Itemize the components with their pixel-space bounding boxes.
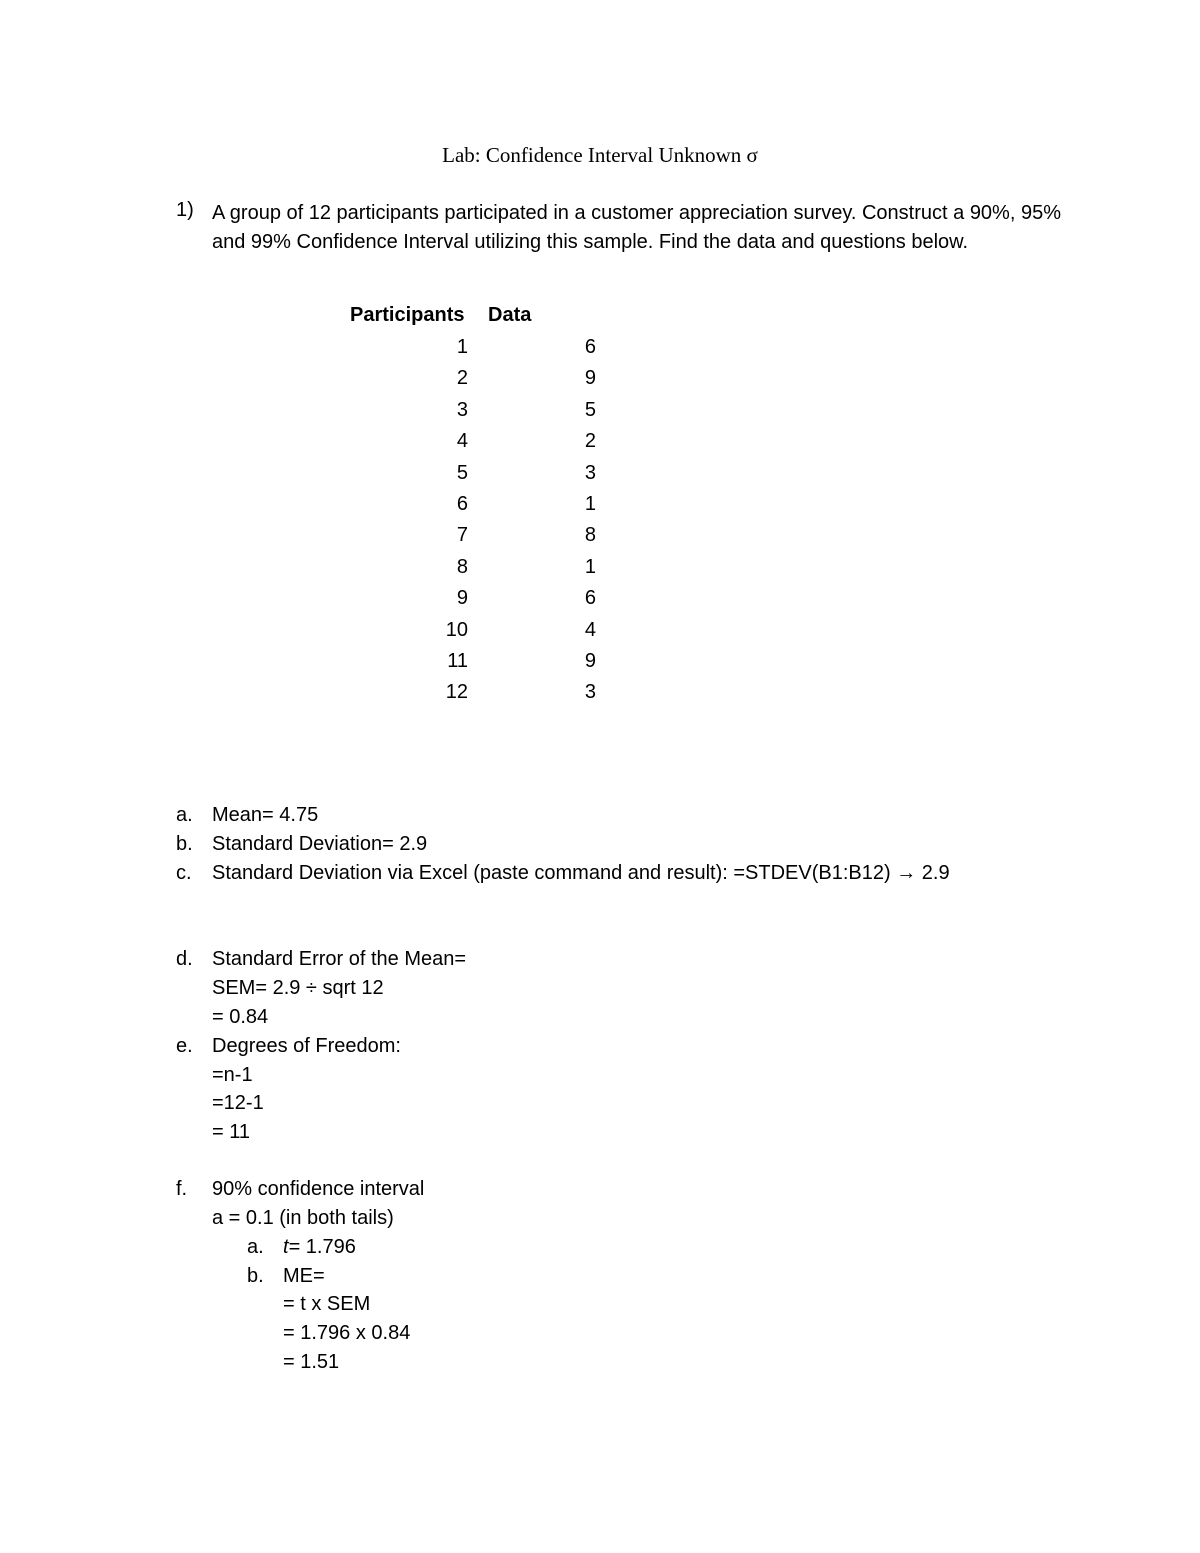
answer-a-mean: Mean= 4.75 xyxy=(212,804,319,826)
table-cell-data: 9 xyxy=(584,650,596,672)
header-data: Data xyxy=(488,304,532,326)
answer-f-sub-b-line-4: = 1.51 xyxy=(283,1351,340,1373)
table-cell-data: 6 xyxy=(584,336,596,358)
table-cell-participant: 1 xyxy=(456,336,468,358)
table-cell-participant: 2 xyxy=(456,367,468,390)
answer-e-line-3: =12-1 xyxy=(212,1092,264,1114)
table-cell-participant: 5 xyxy=(456,461,468,484)
table-cell-data: 4 xyxy=(584,618,596,641)
table-cell-data: 1 xyxy=(584,493,596,515)
answer-c-excel xyxy=(212,862,950,885)
answer-e-line-4: = 11 xyxy=(212,1121,250,1143)
table-cell-participant: 10 xyxy=(445,618,468,641)
table-cell-participant: 12 xyxy=(445,681,468,704)
header-participants: Participants xyxy=(350,304,465,326)
answer-f-label: f. xyxy=(176,1178,188,1200)
table-cell-participant: 9 xyxy=(456,587,468,610)
table-cell-data: 8 xyxy=(584,524,596,547)
table-cell-participant: 8 xyxy=(456,555,468,578)
table-cell-data: 5 xyxy=(584,398,596,421)
answer-f-sub-b-line-1: ME= xyxy=(283,1265,325,1287)
answer-c-text: Standard Deviation via Excel (paste command and result): =STDEV(B1:B12) xyxy=(212,862,891,884)
arrow-right-icon: → xyxy=(896,862,917,884)
answer-d-line-1: Standard Error of the Mean= xyxy=(212,948,467,970)
t-symbol: t xyxy=(283,1236,289,1258)
answer-f-sub-a-t-value xyxy=(283,1236,356,1259)
table-cell-participant: 4 xyxy=(456,430,468,453)
answer-f-line-2: a = 0.1 (in both tails) xyxy=(212,1207,394,1229)
table-cell-data: 3 xyxy=(584,461,596,484)
document-title: Lab: Confidence Interval Unknown σ xyxy=(442,143,758,167)
answer-c-result: 2.9 xyxy=(921,862,950,884)
table-cell-participant: 11 xyxy=(447,650,468,672)
answer-f-sub-b-label: b. xyxy=(247,1265,264,1287)
answer-f-sub-b-line-2: = t x SEM xyxy=(283,1293,371,1315)
answer-a-label: a. xyxy=(176,804,193,826)
table-cell-participant: 7 xyxy=(456,524,468,547)
answer-d-line-3: = 0.84 xyxy=(212,1006,269,1028)
table-cell-data: 6 xyxy=(584,587,596,610)
table-cell-participant: 3 xyxy=(456,398,468,421)
answer-f-sub-b-line-3: = 1.796 x 0.84 xyxy=(283,1322,411,1344)
t-value: = 1.796 xyxy=(288,1236,356,1258)
answer-f-line-1: 90% confidence interval xyxy=(212,1178,425,1200)
table-cell-data: 3 xyxy=(584,681,596,704)
answer-c-label: c. xyxy=(176,862,192,884)
answer-b-std-dev: Standard Deviation= 2.9 xyxy=(212,833,428,855)
answer-d-line-2: SEM= 2.9 ÷ sqrt 12 xyxy=(212,977,384,999)
answer-e-line-2: =n-1 xyxy=(212,1064,253,1086)
answer-b-label: b. xyxy=(176,833,193,855)
question-text: A group of 12 participants participated in a customer appreciation survey. Construct a 90%, 95% and 99% Confidence Interval utilizing this sample. Find the data and questions below. xyxy=(212,202,1061,253)
table-cell-participant: 6 xyxy=(456,493,468,515)
answer-d-label: d. xyxy=(176,948,193,970)
table-cell-data: 2 xyxy=(584,430,596,453)
question-number: 1) xyxy=(176,199,194,221)
answer-e-label: e. xyxy=(176,1035,193,1057)
answer-f-sub-a-label: a. xyxy=(247,1236,264,1258)
table-cell-data: 9 xyxy=(584,367,596,390)
table-cell-data: 1 xyxy=(584,555,596,578)
answer-e-line-1: Degrees of Freedom: xyxy=(212,1035,401,1057)
